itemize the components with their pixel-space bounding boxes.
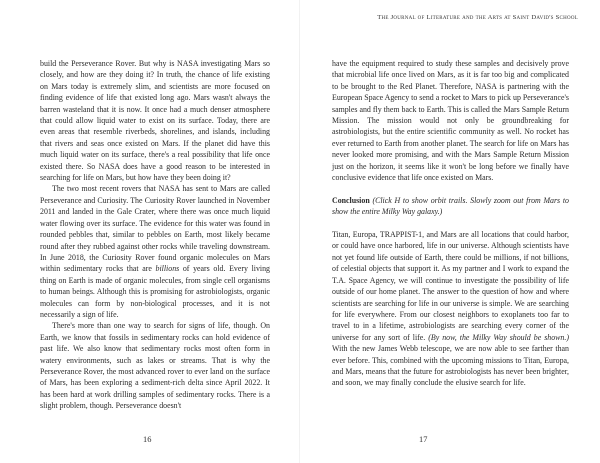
left-paragraph-1: build the Perseverance Rover. But why is NASA investigating Mars so closely, and how are they doing it? In truth, the chance of life existing on Mars today is extremely slim, and scientists are more focused on finding evidence of life that existed long ago. Mars wasn't always the barren wasteland that it is now. It once had a much denser atmosphere that could allow liquid water to exist on its surface. Today, there are even areas that resemble riverbeds, shorelines, and islands, including that rivers and seas once existed on Mars. If the planet did have this much liquid water on its surface, there's a real possibility that life once existed there. So NASA does have a good reason to be interested in searching for life on Mars, but how have they been doing it?: [40, 59, 270, 183]
left-page-number: 16: [143, 435, 152, 444]
left-paragraph-2-text: The two most recent rovers that NASA has sent to Mars are called Perseverance and Curiosity. The Curiosity Rover launched in November 2011 and landed in the Gale Crater, where there was once much liquid water flowing over its surface. The evidence for this water was found in rounded pebbles that, similar to pebbles on Earth, most likely became round after they rubbed against other rocks while traveling downstream. In June 2018, the Curiosity Rover found organic molecules on Mars within sedimentary rocks that are billions of years old. Every living thing on Earth is made of organic molecules, from single cell organisms to human beings. Although this is promising for astrobiologists, organic molecules can form by non-biological processes, and it is not necessarily a sign of life.: [40, 184, 270, 319]
right-paragraph-3: [332, 229, 569, 389]
conclusion-heading: Conclusion: [332, 195, 370, 205]
right-text-block: [332, 58, 569, 389]
running-head: The Journal of Literature and the Arts at Saint David's School: [377, 14, 578, 21]
milky-way-stage-direction: (By now, the Milky Way should be shown.): [428, 332, 569, 342]
left-paragraph-2: [40, 183, 270, 320]
conclusion-stage-direction: (Click H to show orbit trails. Slowly zoom out from Mars to show the entire Milky Way galaxy.): [332, 195, 569, 217]
left-paragraph-3: There's more than one way to search for signs of life, though. On Earth, we know that fossils in sedimentary rocks can hold evidence of past life. We also know that sedimentary rocks most often form in watery environments, such as lakes or streams. That is why the Perseverance Rover, the most advanced rover to ever land on the surface of Mars, has been exploring a sediment-rich delta since April 2022. It has been hard at work drilling samples of sedimentary rocks. There is a slight problem, though. Perseverance doesn't: [40, 321, 270, 411]
left-text-block: [40, 58, 270, 412]
right-paragraph-3-text: Titan, Europa, TRAPPIST-1, and Mars are all locations that could harbor, or could have once harbored, life in our universe. Although scientists have not yet found life outside of Earth, there could be millions, if not billions, of celestial objects that support it. As my partner and I work to expand the T.A. Space Agency, we will continue to investigate the possibility of life outside of our home planet. The answer to the question of how and where scientists are searching for life in our universe is simple. We are searching for life everywhere. From our closest neighbors to exoplanets too far to travel to in a lifetime, astrobiologists are searching every corner of the universe for any sort of life.: [332, 230, 569, 342]
right-page-number: 17: [419, 435, 428, 444]
conclusion-paragraph: [332, 195, 569, 218]
right-paragraph-1: have the equipment required to study these samples and decisively prove that microbial life once lived on Mars, as it is far too big and complicated to be brought to the Red Planet. Therefore, NASA is partnering with the European Space Agency to send a rocket to Mars to pick up Perseverance's samples and fly them back to Earth. This is called the Mars Sample Return Mission. The mission would not only be groundbreaking for astrobiologists, but the entire scientific community as well. No rocket has ever returned to Earth from another planet. The search for life on Mars has never looked more promising, and with the Mars Sample Return Mission just on the horizon, it seems like it won't be long before we finally have conclusive evidence that life once existed on Mars.: [332, 59, 569, 183]
right-page: [300, 0, 600, 463]
right-paragraph-3-end: With the new James Webb telescope, we are now able to see farther than ever before. This, combined with the upcoming missions to Titan, Europa, and Mars, means that the future for astrobiologists has never been brighter, and soon, we may finally conclude the elusive search for life.: [332, 344, 569, 388]
